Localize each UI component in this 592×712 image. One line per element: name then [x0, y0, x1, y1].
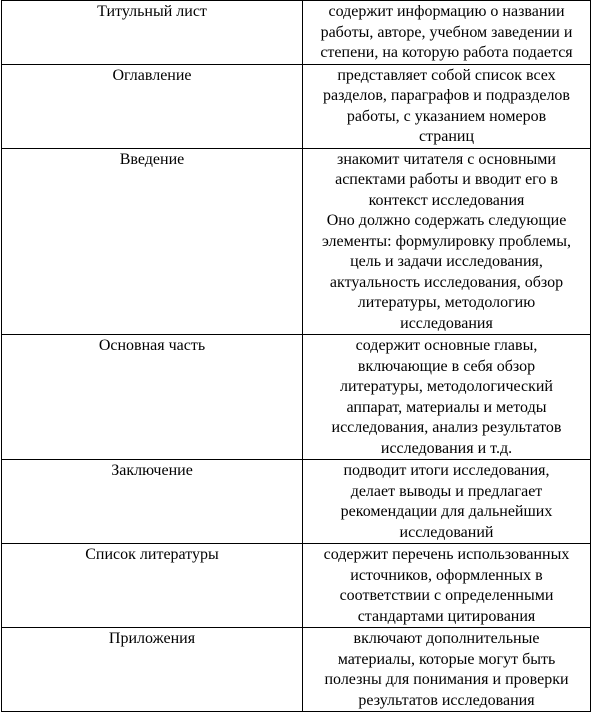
section-description-cell: [303, 64, 591, 148]
document-structure-table: [1, 0, 591, 712]
description-line: материалы, которые могут быть: [337, 650, 556, 668]
description-line: исследований: [399, 523, 494, 541]
section-name-cell: [2, 335, 303, 460]
description-line: литературы, методологию: [357, 294, 536, 311]
table-row: [2, 628, 591, 712]
description-line: делает выводы и предлагает: [350, 482, 543, 500]
table-row: [2, 544, 591, 628]
description-line: подводит итоги исследования,: [343, 462, 550, 479]
section-description-cell: [303, 460, 591, 544]
section-description-cell: [303, 544, 591, 628]
table-row: [2, 335, 591, 460]
description-line: аспектами работы и вводит его в: [335, 171, 558, 188]
description-line: контекст исследования: [368, 191, 525, 209]
section-description-cell: [303, 148, 591, 335]
description-line: разделов, параграфов и подразделов: [323, 87, 570, 104]
table-row: [2, 64, 591, 148]
description-line: исследования: [400, 314, 493, 332]
section-name-cell: [2, 460, 303, 544]
section-name: Титульный лист: [97, 3, 207, 20]
section-name: Введение: [119, 150, 185, 168]
section-description-cell: [303, 335, 591, 460]
description-line: содержит информацию о названии: [328, 3, 565, 20]
description-line: содержит перечень использованных: [323, 546, 570, 563]
section-description-cell: [303, 628, 591, 712]
section-name: Заключение: [111, 462, 193, 479]
description-line: источников, оформленных в: [350, 566, 543, 584]
description-line: соответствии с определенными: [339, 587, 554, 604]
description-line: стандартами цитирования: [357, 607, 536, 625]
description-line: представляет собой список всех: [337, 66, 556, 84]
section-name: Приложения: [108, 630, 196, 647]
section-name: Основная часть: [98, 337, 206, 354]
section-name-cell: [2, 628, 303, 712]
description-line: степени, на которую работа подается: [320, 44, 573, 61]
section-name: Список литературы: [85, 546, 219, 563]
description-line: страниц: [418, 128, 475, 145]
section-name-cell: [2, 148, 303, 335]
table-row: [2, 1, 591, 65]
section-description-cell: [303, 1, 591, 65]
description-line: работы, с указанием номеров: [346, 107, 547, 125]
description-line: результатов исследования: [358, 691, 535, 709]
table-row: [2, 148, 591, 335]
description-line: знакомит читателя с основными: [337, 150, 556, 168]
table-row: [2, 460, 591, 544]
section-name-cell: [2, 544, 303, 628]
description-line: рекомендации для дальнейших: [340, 503, 553, 520]
description-line: работы, авторе, учебном заведении и: [320, 23, 573, 41]
description-line: содержит основные главы,: [355, 337, 538, 354]
description-line: литературы, методологический: [340, 378, 553, 395]
section-name-cell: [2, 1, 303, 65]
description-line: Оно должно содержать следующие: [326, 212, 567, 229]
description-line: включающие в себя обзор: [357, 357, 536, 375]
description-line: цель и задачи исследования,: [350, 253, 543, 270]
description-line: актуальность исследования, обзор: [329, 273, 564, 291]
section-name: Оглавление: [112, 66, 192, 84]
description-line: исследования и т.д.: [380, 439, 513, 457]
description-line: исследования, анализ результатов: [331, 419, 562, 436]
description-line: полезны для понимания и проверки: [324, 671, 569, 688]
description-line: элементы: формулировку проблемы,: [321, 232, 572, 250]
description-line: включают дополнительные: [353, 630, 540, 647]
section-name-cell: [2, 64, 303, 148]
description-line: аппарат, материалы и методы: [346, 398, 547, 416]
